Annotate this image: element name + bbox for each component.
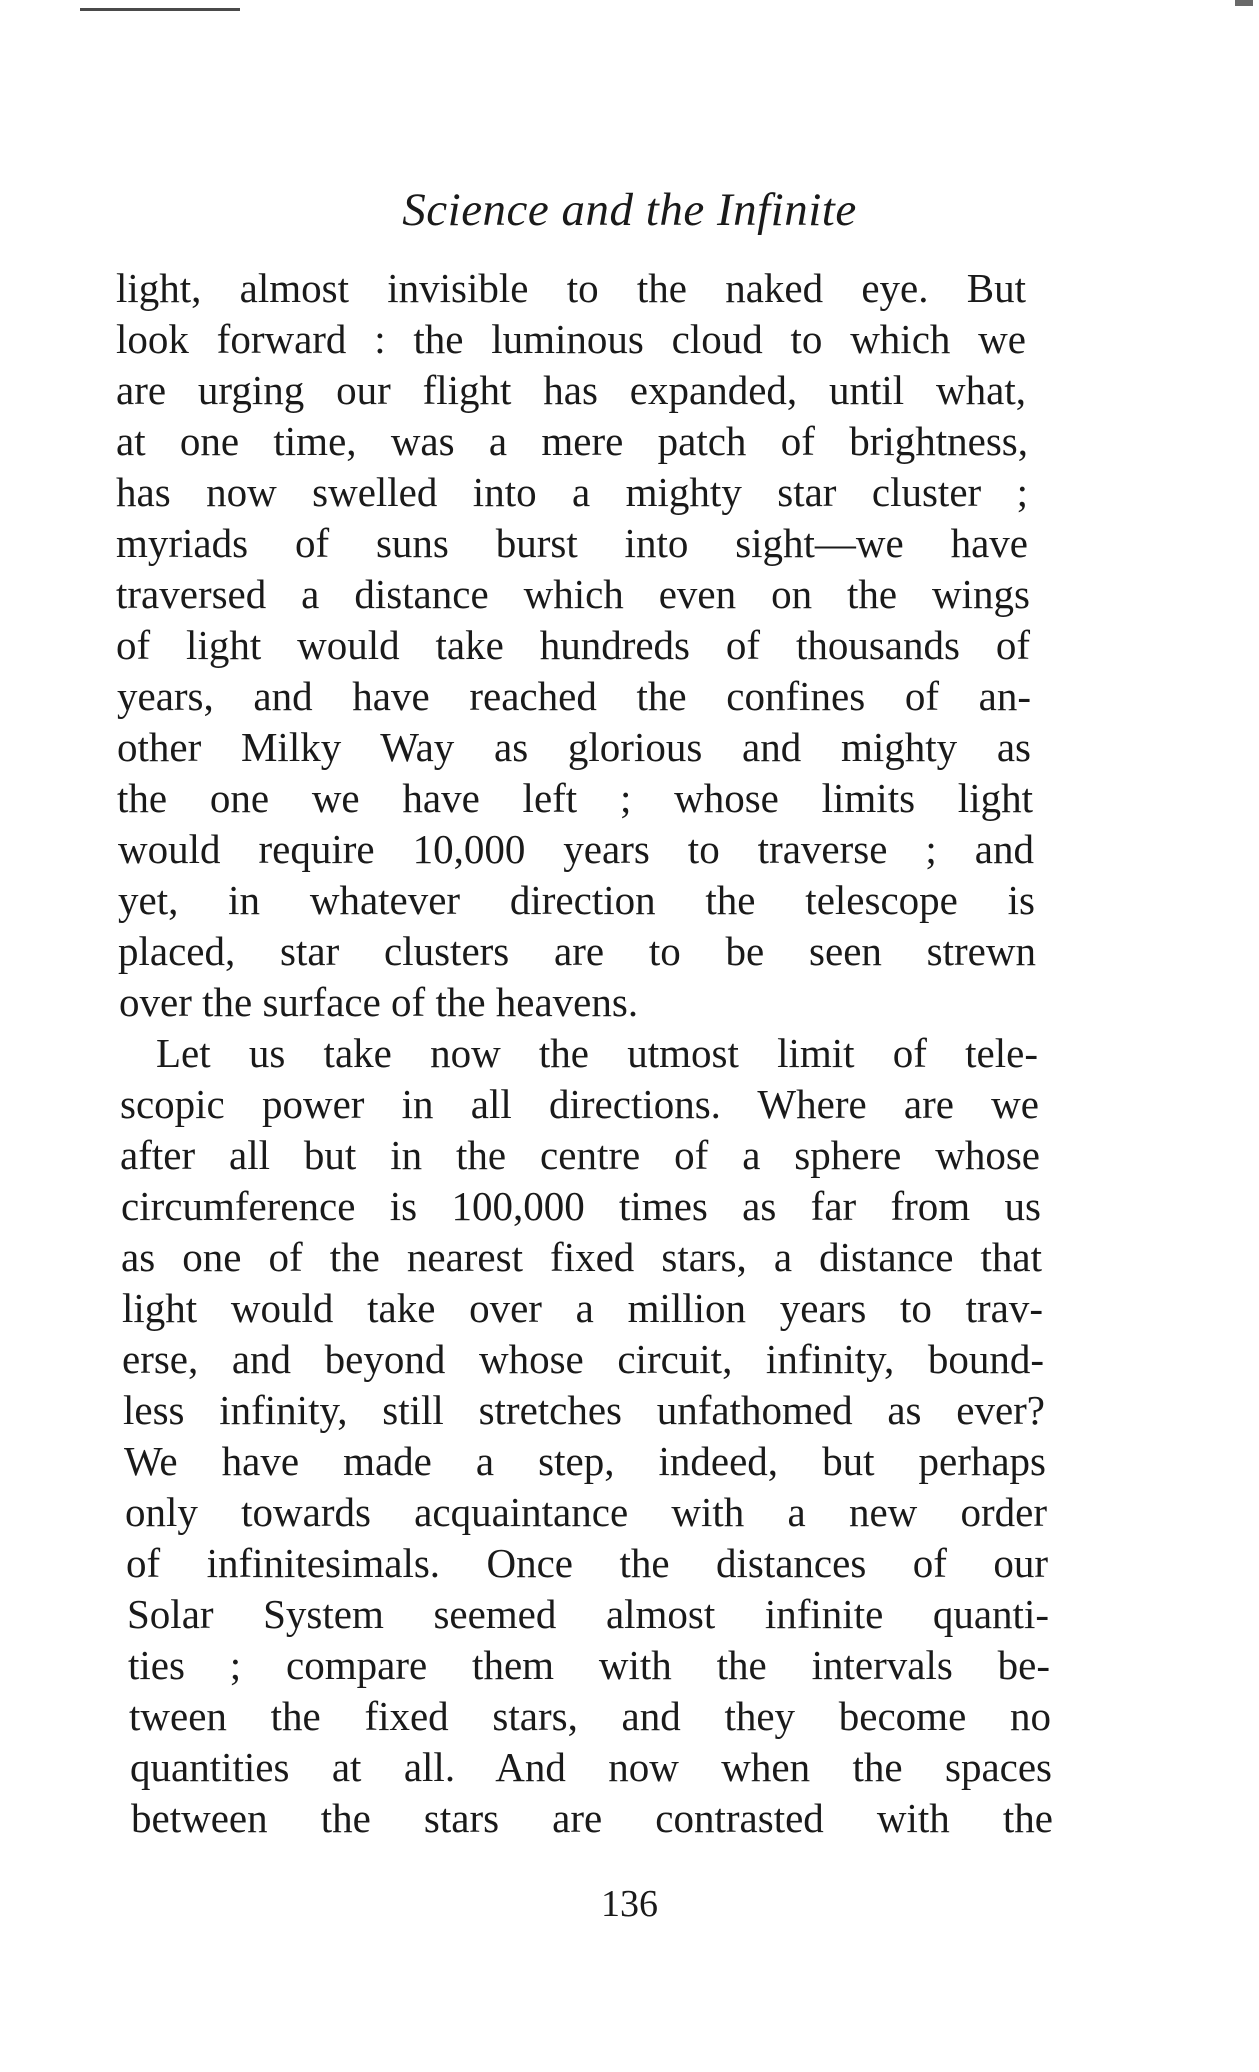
paragraph-first-line: Let us take now the utmost limit of tele- — [156, 1030, 1038, 1076]
text-line: placed, star clusters are to be seen strewn — [118, 928, 1036, 974]
text-line: traversed a distance which even on the wings — [116, 571, 1030, 617]
text-line: the one we have left ; whose limits light — [117, 775, 1033, 821]
text-line: tween the fixed stars, and they become no — [129, 1693, 1051, 1739]
scan-edge-mark — [80, 8, 240, 11]
text-line: myriads of suns burst into sight—we have — [116, 520, 1028, 566]
page-number: 136 — [601, 1883, 658, 1925]
text-line: of light would take hundreds of thousands of — [116, 622, 1030, 668]
running-head: Science and the Infinite — [402, 184, 857, 236]
text-line: erse, and beyond whose circuit, infinity, bound- — [122, 1336, 1044, 1382]
text-line: other Milky Way as glorious and mighty as — [117, 724, 1031, 770]
text-line: only towards acquaintance with a new order — [125, 1489, 1047, 1535]
text-line: Solar System seemed almost infinite quanti- — [127, 1591, 1049, 1637]
text-line: would require 10,000 years to traverse ; and — [118, 826, 1034, 872]
text-line: are urging our flight has expanded, until what, — [116, 367, 1026, 413]
text-line: yet, in whatever direction the telescope is — [118, 877, 1035, 923]
text-line: We have made a step, indeed, but perhaps — [124, 1438, 1046, 1484]
text-line: between the stars are contrasted with the — [131, 1795, 1053, 1841]
text-line: of infinitesimals. Once the distances of our — [126, 1540, 1048, 1586]
text-line: as one of the nearest fixed stars, a distance that — [121, 1234, 1042, 1280]
text-line: after all but in the centre of a sphere whose — [120, 1132, 1040, 1178]
text-line: less infinity, still stretches unfathomed as ever? — [123, 1387, 1045, 1433]
text-line: light would take over a million years to trav- — [122, 1285, 1043, 1331]
scan-corner-mark — [1235, 0, 1253, 6]
text-line: at one time, was a mere patch of brightness, — [116, 418, 1028, 464]
text-line: look forward : the luminous cloud to which we — [116, 316, 1026, 362]
text-line: years, and have reached the confines of an- — [117, 673, 1031, 719]
text-line: circumference is 100,000 times as far from us — [121, 1183, 1041, 1229]
text-line: light, almost invisible to the naked eye. But — [116, 265, 1026, 311]
text-line: scopic power in all directions. Where are we — [120, 1081, 1039, 1127]
text-line: quantities at all. And now when the spaces — [130, 1744, 1052, 1790]
text-line: ties ; compare them with the intervals be- — [128, 1642, 1050, 1688]
text-line: has now swelled into a mighty star cluster ; — [116, 469, 1028, 515]
text-line: over the surface of the heavens. — [119, 979, 639, 1025]
